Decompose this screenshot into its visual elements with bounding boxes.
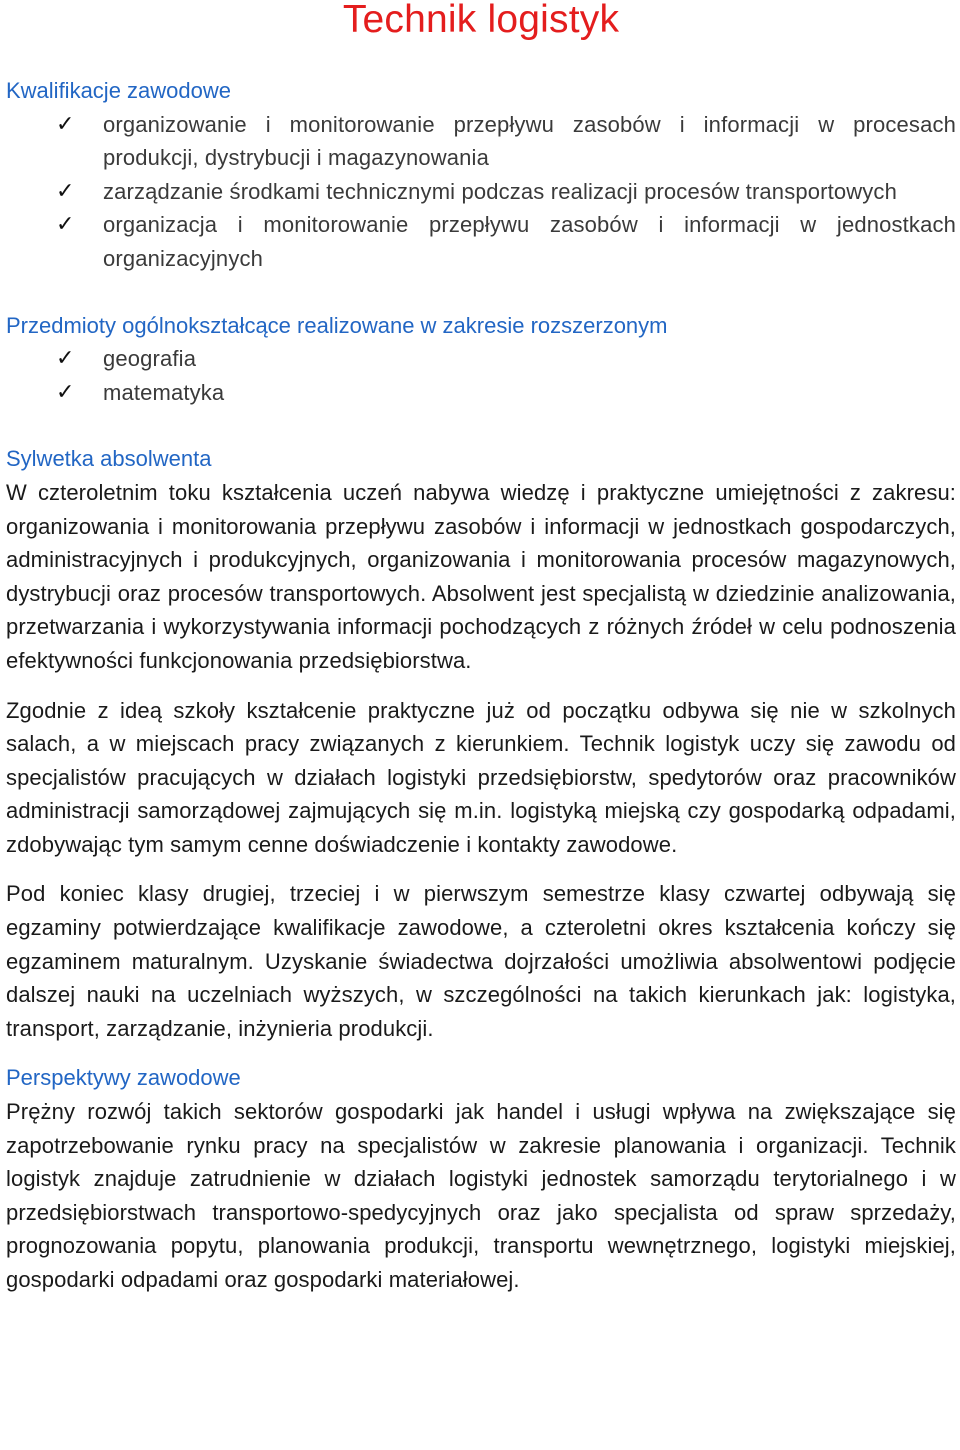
- profile-heading: Sylwetka absolwenta: [6, 446, 212, 472]
- list-item: [6, 175, 956, 209]
- list-item: [6, 376, 956, 410]
- profile-section: [6, 442, 956, 1045]
- check-icon: ✓: [56, 111, 75, 137]
- profile-paragraph: Pod koniec klasy drugiej, trzeciej i w pierwszym semestrze klasy czwartej odbywają się egzaminy potwierdzające kwalifikacje zawodowe, a czteroletni okres kształcenia kończy się egzaminem maturalnym. Uzyskanie świadectwa dojrzałości umożliwia absolwentowi podjęcie dalszej nauki na uczelniach wyższych, w szczególności na takich kierunkach jak: logistyka, transport, zarządzanie, inżynieria produkcji.: [6, 881, 956, 1041]
- prospects-paragraph: Prężny rozwój takich sektorów gospodarki jak handel i usługi wpływa na zwiększające się zapotrzebowanie rynku pracy na specjalistów w zakresie planowania i organizacji. Technik logistyk znajduje zatrudnienie w działach logistyki jednostek samorządu terytorialnego i w przedsiębiorstwach transportowo-spedycyjnych oraz jako specjalista od spraw sprzedaży, prognozowania popytu, planowania produkcji, transportu wewnętrznego, logistyki miejskiej, gospodarki odpadami oraz gospodarki materiałowej.: [6, 1099, 956, 1292]
- list-item-text: zarządzanie środkami technicznymi podczas realizacji procesów transportowych: [103, 178, 897, 204]
- check-icon: ✓: [56, 178, 75, 204]
- subjects-list: [6, 342, 956, 409]
- check-icon: ✓: [56, 346, 75, 372]
- prospects-heading: Perspektywy zawodowe: [6, 1065, 241, 1091]
- check-icon: ✓: [56, 212, 75, 238]
- list-item-text: organizacja i monitorowanie przepływu zasobów i informacji w jednostkach organizacyjnych: [103, 212, 956, 271]
- prospects-section: [6, 1061, 956, 1296]
- subjects-section: [6, 309, 956, 410]
- profile-paragraph: W czteroletnim toku kształcenia uczeń nabywa wiedzę i praktyczne umiejętności z zakresu: organizowania i monitorowania przepływu zasobów i informacji w jednostkach gospodarczych, administracyjnych i produkcyjnych, organizowania i monitorowania procesów magazynowych, dystrybucji oraz procesów transportowych. Absolwent jest specjalistą w dziedzinie analizowania, przetwarzania i wykorzystywania informacji pochodzących z różnych źródeł w celu podnoszenia efektywności funkcjonowania przedsiębiorstwa.: [6, 479, 956, 673]
- subjects-heading: Przedmioty ogólnokształcące realizowane w zakresie rozszerzonym: [6, 312, 668, 338]
- page-title: Technik logistyk: [342, 0, 620, 41]
- list-item: [6, 108, 956, 175]
- qualifications-section: [6, 74, 956, 276]
- list-item-text: organizowanie i monitorowanie przepływu zasobów i informacji w procesach produkcji, dystrybucji i magazynowania: [103, 111, 956, 171]
- list-item-text: matematyka: [103, 379, 225, 405]
- list-item-text: geografia: [103, 346, 197, 372]
- qualifications-list: [6, 108, 956, 276]
- list-item: [6, 342, 956, 376]
- check-icon: ✓: [56, 379, 75, 405]
- list-item: [6, 208, 956, 275]
- qualifications-heading: Kwalifikacje zawodowe: [6, 78, 231, 103]
- profile-paragraph: Zgodnie z ideą szkoły kształcenie praktyczne już od początku odbywa się nie w szkolnych salach, a w miejscach pracy związanych z kierunkiem. Technik logistyk uczy się zawodu od specjalistów pracujących w działach logistyki przedsiębiorstw, spedytorów oraz pracowników administracji samorządowej zajmujących się m.in. logistyką miejską czy gospodarką odpadami, zdobywając tym samym cenne doświadczenie i kontakty zawodowe.: [6, 697, 956, 857]
